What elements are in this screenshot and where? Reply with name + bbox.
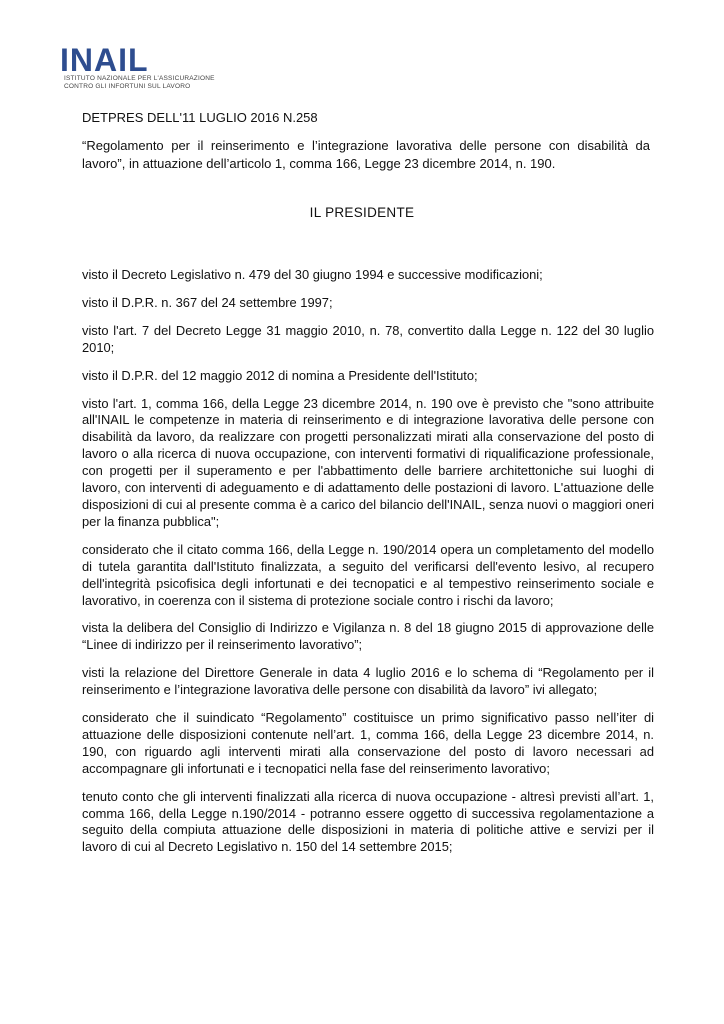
document-reference: DETPRES DELL'11 LUGLIO 2016 N.258 [82,110,318,125]
inail-logo [60,44,220,104]
page-title: IL PRESIDENTE [309,205,415,220]
paragraph: visti la relazione del Direttore Generale in data 4 luglio 2016 e lo schema di “Regolamento per il reinserimento e l’integrazione lavorativa delle persone con disabilità da lavoro” ivi allegato; [82,665,654,698]
logo-wordmark: INAIL [60,42,149,78]
paragraph: visto l'art. 1, comma 166, della Legge 23 dicembre 2014, n. 190 ove è previsto che "sono attribuite all'INAIL le competenze in materia di reinserimento e di integrazione lavorativa delle persone con disabilità da lavoro, da realizzare con progetti personalizzati mirati alla conservazione del posto di lavoro o alla ricerca di nuova occupazione, con interventi formativi di riqualificazione professionale, con progetti per il superamento e per l'abbattimento delle barriere architettoniche sui luoghi di lavoro, con interventi di adeguamento e di adattamento delle postazioni di lavoro. L'attuazione delle disposizioni di cui al presente comma è a carico del bilancio dell'INAIL, senza nuovi o maggiori oneri per la finanza pubblica"; [82,395,654,529]
logo-subtitle-line1: ISTITUTO NAZIONALE PER L'ASSICURAZIONE [64,75,215,82]
paragraph: visto il D.P.R. del 12 maggio 2012 di nomina a Presidente dell'Istituto; [82,367,478,383]
paragraph: vista la delibera del Consiglio di Indirizzo e Vigilanza n. 8 del 18 giugno 2015 di approvazione delle “Linee di indirizzo per il reinserimento lavorativo”; [82,620,654,653]
paragraph: tenuto conto che gli interventi finalizzati alla ricerca di nuova occupazione - altresì previsti all’art. 1, comma 166, della Legge n.190/2014 - potranno essere oggetto di successiva regolamentazione a seguito della compiuta attuazione delle disposizioni in materia di politiche attive e servizi per il lavoro di cui al Decreto Legislativo n. 150 del 14 settembre 2015; [82,788,654,855]
logo-subtitle-line2: CONTRO GLI INFORTUNI SUL LAVORO [64,82,191,90]
document-subject: “Regolamento per il reinserimento e l’integrazione lavorativa delle persone con disabilità da lavoro”, in attuazione dell’articolo 1, comma 166, Legge 23 dicembre 2014, n. 190. [82,138,650,171]
document-body [82,267,654,867]
paragraph: considerato che il suindicato “Regolamento” costituisce un primo significativo passo nell’iter di attuazione delle disposizioni contenute nell’art. 1, comma 166, della Legge 23 dicembre 2014, n. 190, con riguardo agli interventi mirati alla conservazione del posto di lavoro necessari ad accompagnare gli infortunati e i tecnopatici nella fase del reinserimento lavorativo; [82,710,654,776]
paragraph: visto il D.P.R. n. 367 del 24 settembre 1997; [82,294,333,310]
logo-subtitle [64,75,224,90]
paragraph: considerato che il citato comma 166, della Legge n. 190/2014 opera un completamento del modello di tutela garantita dall'Istituto finalizzata, a seguito del verificarsi dell'evento lesivo, al recupero dell'integrità psicofisica degli infortunati e dei tecnopatici e al tempestivo reinserimento sociale e lavorativo, in coerenza con il sistema di protezione sociale contro i rischi da lavoro; [82,541,654,608]
paragraph: visto il Decreto Legislativo n. 479 del 30 giugno 1994 e successive modificazioni; [82,267,543,282]
paragraph: visto l'art. 7 del Decreto Legge 31 maggio 2010, n. 78, convertito dalla Legge n. 122 del 30 luglio 2010; [82,322,654,355]
